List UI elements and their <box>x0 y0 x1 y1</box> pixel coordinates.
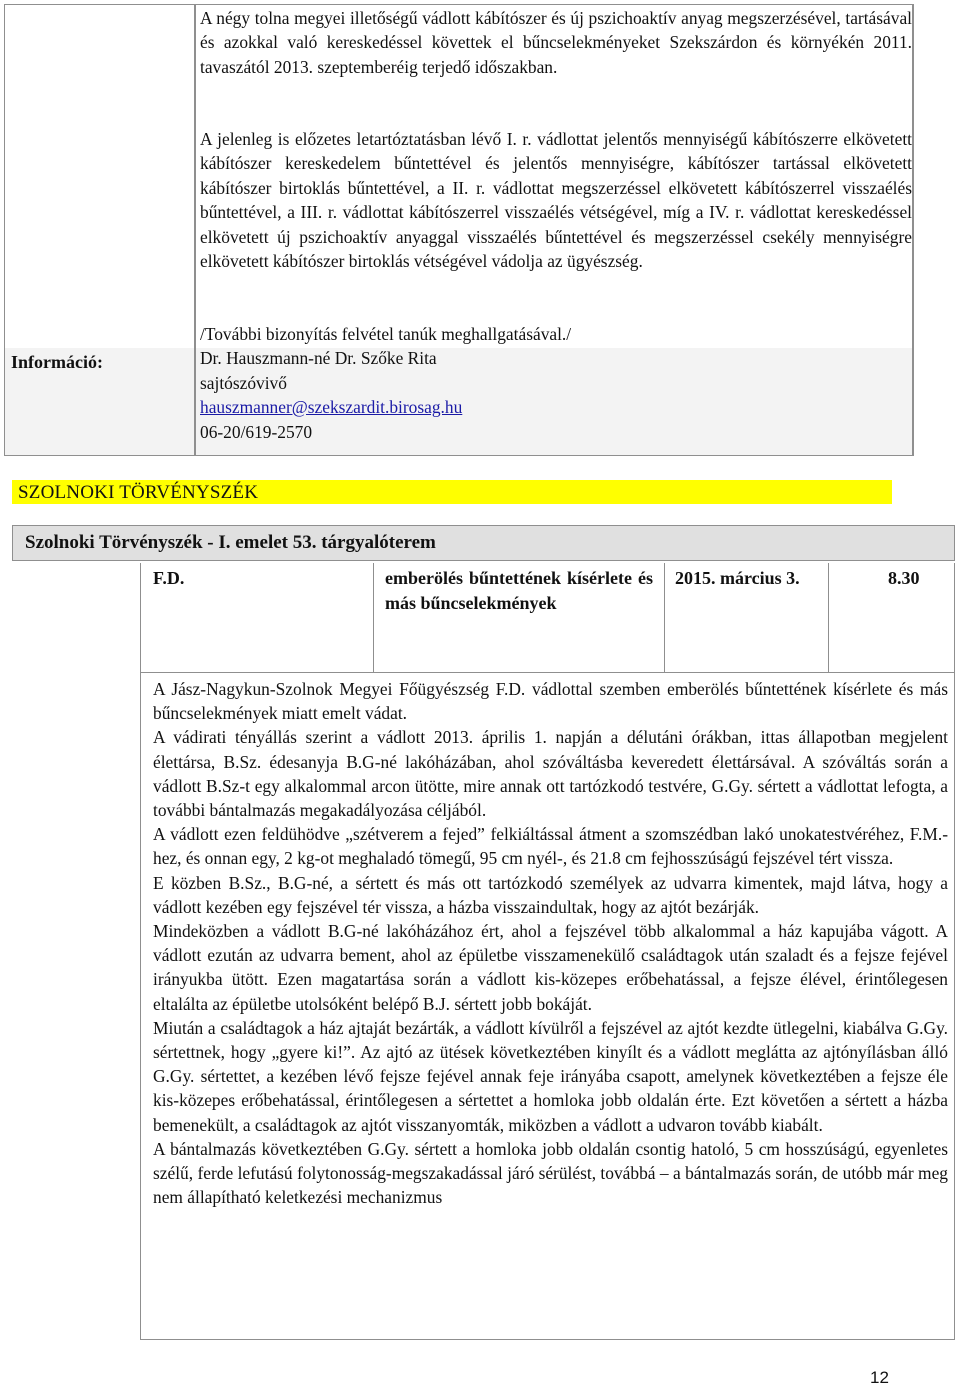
description-paragraph: A vádirati tényállás szerint a vádlott 2013. április 1. napján a délutáni órákban, ittas állapotban megjelent élettársa, B.Sz. édesanyja B.G-né lakóházában, ahol szóváltásba keveredett élettársával. A szóváltás során a vádlott B.Sz-t egy alkalommal arcon ütötte, mire annak ott tartózkodó testvére, G.Gy. sértett a vádlottat lefogta, a további bántalmazás megakadályozása céljából. <box>153 727 948 821</box>
column-divider <box>373 563 374 672</box>
contact-phone: 06-20/619-2570 <box>200 422 313 442</box>
column-divider <box>664 563 665 672</box>
courtroom-label: Szolnoki Törvényszék - I. emelet 53. tárgyalóterem <box>25 532 436 553</box>
hearing-date: 2015. március 3. <box>675 568 800 588</box>
info-label: Információ: <box>11 352 103 372</box>
court-name: SZOLNOKI TÖRVÉNYSZÉK <box>18 482 259 503</box>
evidence-note: /További bizonyítás felvétel tanúk meghallgatásával./ <box>200 324 572 344</box>
contact-role: sajtószóvivő <box>200 373 287 393</box>
hearing-time: 8.30 <box>888 568 920 588</box>
description-paragraph: A vádlott ezen feldühödve „szétverem a fejed” felkiáltással átment a szomszédban lakó unokatestvéréhez, F.M.-hez, és onnan egy, 2 kg-ot meghaladó tömegű, 95 cm nyél-, és 21.8 cm fejhosszúságú fejszével tért vissza. <box>153 824 948 869</box>
charges-paragraph: A jelenleg is előzetes letartóztatásban lévő I. r. vádlottat jelentős mennyiségű kábítószerre elkövetett kábítószer kereskedelem bűntettével és jelentős mennyiségre, kábítószer tartással elkövetett kábítószer birtoklás bűntettével, a II. r. vádlottat megszerzéssel elkövetett kábítószerrel visszaélés bűntettével, a III. r. vádlottat kábítószerrel visszaélés vétségével, míg a IV. r. vádlottat kereskedéssel elkövetett új pszichoaktív anyaggal visszaélés bűntettével és megszerzéssel csekély mennyiségre elkövetett kábítószer birtoklás vétségével vádolja az ügyészség. <box>200 129 912 272</box>
courtroom-header <box>12 525 955 561</box>
case-row <box>140 563 955 673</box>
contact-email-link[interactable]: hauszmanner@szekszardit.birosag.hu <box>200 397 463 417</box>
defendant-initials: F.D. <box>153 568 185 588</box>
court-banner <box>12 480 892 504</box>
description-paragraph: E közben B.Sz., B.G-né, a sértett és más ott tartózkodó személyek az udvarra kimentek, majd látva, hogy a vádlott kezében egy fejszével tér vissza, a házba visszaindultak, hogy az ajtót bezárják. <box>153 872 948 917</box>
contact-name: Dr. Hauszmann-né Dr. Szőke Rita <box>200 348 437 368</box>
description-paragraph: A bántalmazás következtében G.Gy. sértett a homloka jobb oldalán csontig hatoló, 5 cm hosszúságú, egyenletes szélű, ferde lefutású folytonosság-megszakadással járó sérülést, továbbá – a bántalmazás során, de utóbb már meg nem állapítható keletkezési mechanizmus <box>153 1138 948 1208</box>
description-paragraph: A Jász-Nagykun-Szolnok Megyei Főügyészség F.D. vádlottal szemben emberölés bűntettének kísérlete és más bűncselekmények miatt emelt vádat. <box>153 679 948 724</box>
description-paragraph: Miután a családtagok a ház ajtaját bezárták, a vádlott kívülről a fejszével az ajtót kezdte ütlegelni, kiabálva G.Gy. sértettnek, hogy „gyere ki!”. Az ajtó az ütések következtében kinyílt és a vádlott meglátta az ajtónyílásban álló G.Gy. sértettet, a kezében lévő fejsze fejével annak feje irányába csapott, amelynek következtében a fejsze éle kis-közepes erőbehatással, érintőlegesen a sértettet a homloka jobb oldalán érte. Ezt követően a sértett a házba bemenekült, a családtagok az ajtót visszanyomták, miközben a vádlott a udvaron tovább kiabált. <box>153 1017 948 1135</box>
case-description <box>153 677 948 1209</box>
description-paragraph: Mindeközben a vádlott B.G-né lakóházához ért, ahol a fejszével több alkalommal a ház kapujába vágott. A vádlott ezután az udvarra bement, ahol az épületbe visszamenekülő családtagok után szaladt és a fejsze fejével irányukba ütött. Ezen magatartása során a vádlott kis-közepes erőbehatással, a fejsze élével, érintőlegesen eltalálta az épületbe utolsóként belépő B.J. sértett jobb bokáját. <box>153 921 948 1014</box>
column-divider <box>828 563 829 672</box>
case-description-cell <box>140 673 955 1340</box>
page-number: 12 <box>870 1368 889 1387</box>
charge-text: emberölés bűntettének kísérlete és más bűncselekmények <box>385 568 653 613</box>
info-label-cell <box>4 4 195 456</box>
case-summary-paragraph: A négy tolna megyei illetőségű vádlott kábítószer és új pszichoaktív anyag megszerzésével, tartásával és azokkal való kereskedéssel követtek el bűncselekményeket Szekszárdon és környékén 2011. tavaszától 2013. szeptemberéig terjedő időszakban. <box>200 8 912 77</box>
